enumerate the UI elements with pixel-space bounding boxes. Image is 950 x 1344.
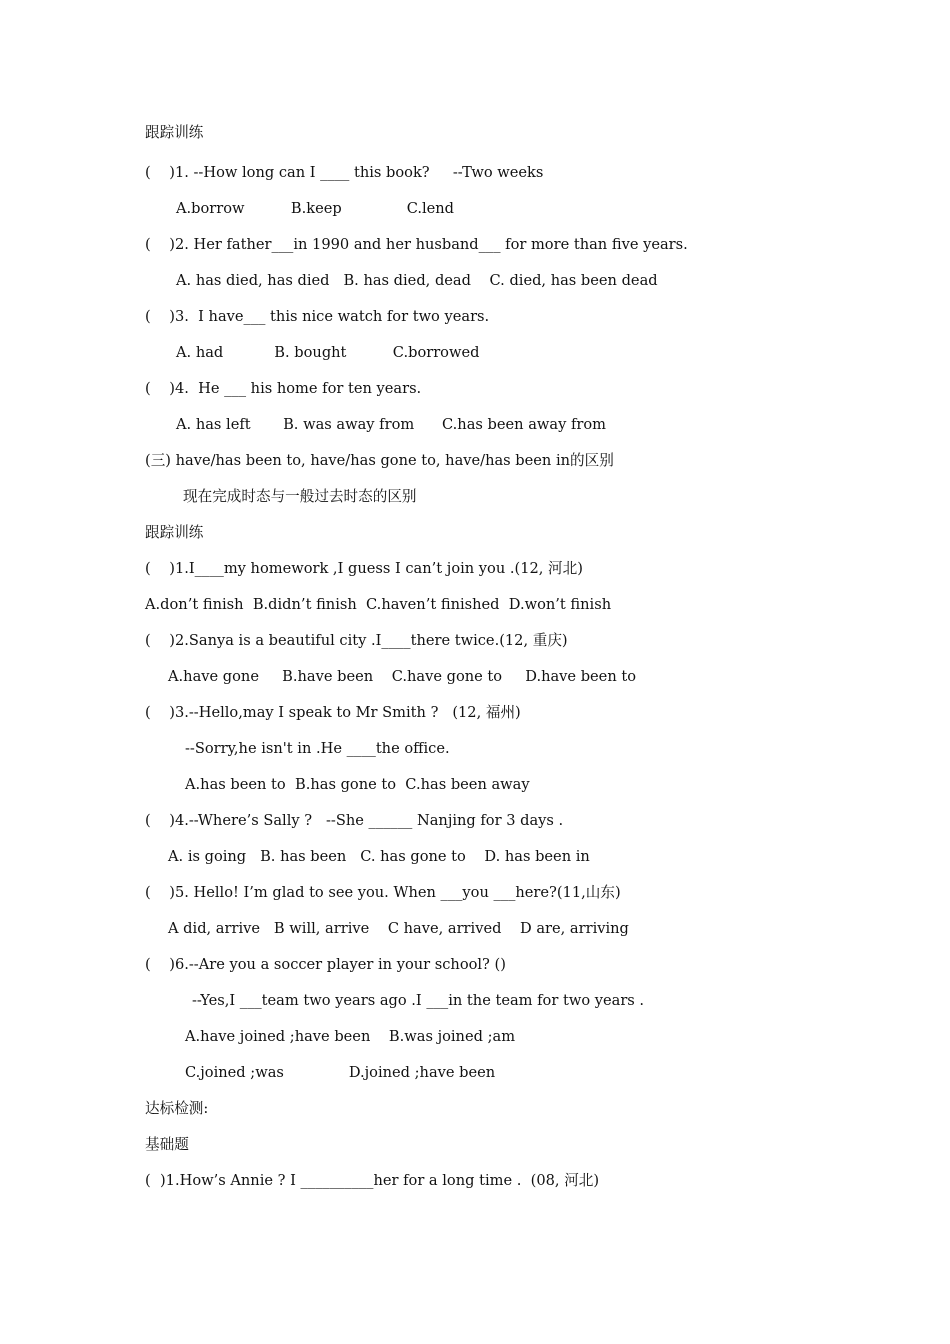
question-3: ( )3. I have___ this nice watch for two years. xyxy=(145,308,490,325)
section-heading-tracking-practice: 跟踪训练 xyxy=(145,124,204,141)
practice-question-5-options: A did, arrive B will, arrive C have, arrived D are, arriving xyxy=(168,920,629,937)
practice-question-3-reply: --Sorry,he isn't in .He ____the office. xyxy=(185,740,450,757)
question-2: ( )2. Her father___in 1990 and her husband___ for more than five years. xyxy=(145,236,688,253)
practice-question-4-options: A. is going B. has been C. has gone to D. has been in xyxy=(168,848,590,865)
question-1: ( )1. --How long can I ____ this book? --Two weeks xyxy=(145,164,544,181)
question-3-options: A. had B. bought C.borrowed xyxy=(176,344,480,361)
section-heading-three: (三) have/has been to, have/has gone to, have/has been in的区别 xyxy=(145,452,614,469)
practice-question-3: ( )3.--Hello,may I speak to Mr Smith ? (12, 福州) xyxy=(145,704,521,721)
practice-question-5: ( )5. Hello! I’m glad to see you. When ___you ___here?(11,山东) xyxy=(145,884,621,901)
section-heading-tracking-practice-2: 跟踪训练 xyxy=(145,524,204,541)
practice-question-3-options: A.has been to B.has gone to C.has been away xyxy=(185,776,530,793)
question-2-options: A. has died, has died B. has died, dead C. died, has been dead xyxy=(176,272,658,289)
practice-question-6-options-cd: C.joined ;was D.joined ;have been xyxy=(185,1064,496,1081)
practice-question-1-options: A.don’t finish B.didn’t finish C.haven’t finished D.won’t finish xyxy=(145,596,612,613)
practice-question-6: ( )6.--Are you a soccer player in your school? () xyxy=(145,956,506,973)
section-heading-assessment: 达标检测: xyxy=(145,1100,209,1117)
section-subheading: 现在完成时态与一般过去时态的区别 xyxy=(183,488,417,505)
practice-question-2: ( )2.Sanya is a beautiful city .I____there twice.(12, 重庆) xyxy=(145,632,568,649)
practice-question-6-reply: --Yes,I ___team two years ago .I ___in the team for two years . xyxy=(192,992,645,1009)
question-4: ( )4. He ___ his home for ten years. xyxy=(145,380,422,397)
practice-question-2-options: A.have gone B.have been C.have gone to D.have been to xyxy=(168,668,637,685)
question-4-options: A. has left B. was away from C.has been away from xyxy=(176,416,606,433)
practice-question-4: ( )4.--Where’s Sally ? --She ______ Nanjing for 3 days . xyxy=(145,812,564,829)
question-1-options: A.borrow B.keep C.lend xyxy=(176,200,455,217)
practice-question-1: ( )1.I____my homework ,I guess I can’t join you .(12, 河北) xyxy=(145,560,583,577)
section-heading-basic: 基础题 xyxy=(145,1136,189,1153)
assessment-question-1: ( )1.How’s Annie ? I __________her for a long time . (08, 河北) xyxy=(145,1172,600,1189)
practice-question-6-options-ab: A.have joined ;have been B.was joined ;am xyxy=(185,1028,516,1045)
